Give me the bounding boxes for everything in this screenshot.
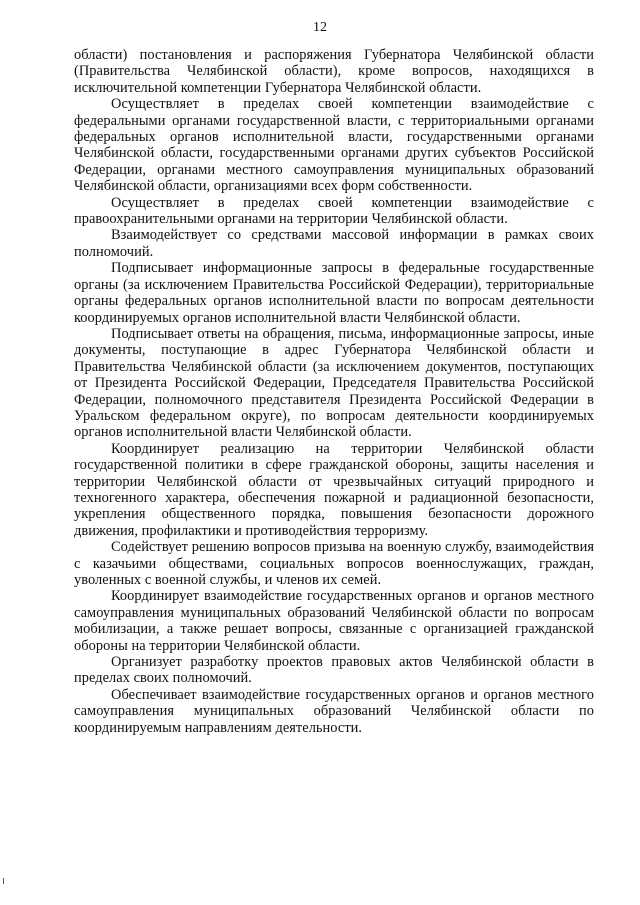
paragraph-interaction-authorities: Осуществляет в пределах своей компетенции взаимодействие с федеральными органами государственной власти, с территориальными органами федеральных органов исполнительной власти, государственными органами Челябинской области, государственными органами других субъектов Российской Федерации, органами местного самоуправления муниципальных образований Челябинской области, организациями всех форм собственности. (74, 96, 594, 195)
scan-edge-mark (3, 878, 4, 884)
paragraph-coordination-directions: Обеспечивает взаимодействие государственных органов и органов местного самоуправления муниципальных образований Челябинской области по координируемым направлениям деятельности. (74, 686, 594, 736)
paragraph-legal-acts: Организует разработку проектов правовых актов Челябинской области в пределах своих полномочий. (74, 654, 594, 687)
paragraph-mobilization: Координирует взаимодействие государственных органов и органов местного самоуправления муниципальных образований Челябинской области по вопросам мобилизации, а также решает вопросы, связанные с организацией гражданской обороны на территории Челябинской области. (74, 588, 594, 654)
paragraph-mass-media: Взаимодействует со средствами массовой информации в рамках своих полномочий. (74, 227, 594, 260)
paragraph-continued: области) постановления и распоряжения Губернатора Челябинской области (Правительства Челябинской области), кроме вопросов, находящихся в исключительной компетенции Губернатора Челябинской области. (74, 47, 594, 96)
paragraph-interaction-law-enforcement: Осуществляет в пределах своей компетенции взаимодействие с правоохранительными органами на территории Челябинской области. (74, 194, 594, 228)
paragraph-civil-defense-coordination: Координирует реализацию на территории Челябинской области государственной политики в сфере гражданской обороны, защиты населения и территории Челябинской области от чрезвычайных ситуаций природного и техногенного характера, обеспечения пожарной и радиационной безопасности, укрепления общественного порядка, повышения безопасности дорожного движения, профилактики и противодействия терроризму. (74, 440, 594, 539)
paragraph-military-service: Содействует решению вопросов призыва на военную службу, взаимодействия с казачьими обществами, социальных вопросов военнослужащих, граждан, уволенных с военной службы, и членов их семей. (74, 539, 594, 588)
page-number: 12 (313, 20, 327, 35)
paragraph-information-requests: Подписывает информационные запросы в федеральные государственные органы (за исключением Правительства Российской Федерации), территориальные органы федеральных органов исполнительной власти по вопросам деятельности координируемых органов исполнительной власти Челябинской области. (74, 260, 594, 326)
paragraph-signs-replies: Подписывает ответы на обращения, письма, информационные запросы, иные документы, поступающие в адрес Губернатора Челябинской области и Правительства Челябинской области (за исключением документов, поступающих от Президента Российской Федерации, Председателя Правительства Российской Федерации, полномочного представителя Президента Российской Федерации в Уральском федеральном округе), по вопросам деятельности координируемых органов исполнительной власти Челябинской области. (74, 325, 594, 441)
document-body (74, 47, 594, 736)
